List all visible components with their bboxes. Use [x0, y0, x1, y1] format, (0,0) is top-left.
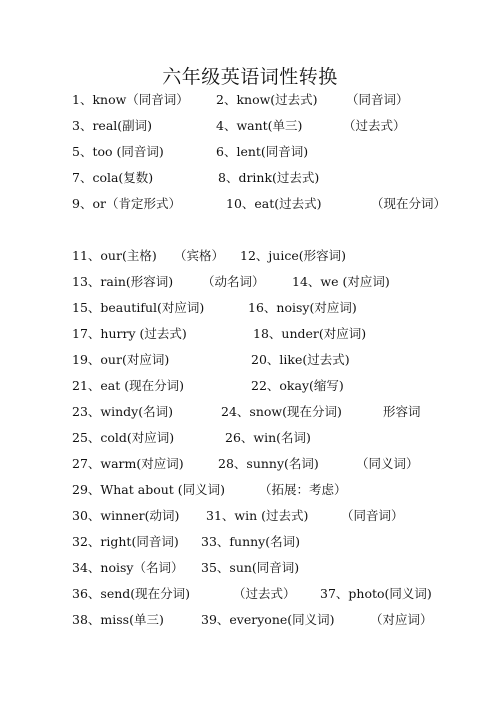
entry-item: 2、know(过去式) — [216, 92, 318, 107]
entry-item: （拓展：考虑） — [259, 482, 347, 497]
entry-item: 30、winner(动词) — [72, 508, 180, 523]
entry-item: 20、like(过去式) — [251, 352, 350, 367]
entry-item: 34、noisy（名词） — [72, 560, 184, 575]
entry-item: 24、snow(现在分词) — [221, 404, 342, 419]
entry-row — [0, 610, 500, 630]
entry-item: （对应词） — [370, 612, 433, 627]
entry-item: 形容词 — [383, 404, 421, 419]
entry-row — [0, 350, 500, 370]
entry-item: （动名词） — [202, 274, 265, 289]
entry-row — [0, 324, 500, 344]
entry-item: 5、too (同音词) — [72, 144, 164, 159]
entry-item: 38、miss(单三) — [72, 612, 164, 627]
entry-row — [0, 558, 500, 578]
entry-item: 11、our(主格) — [72, 248, 157, 263]
entry-item: 14、we (对应词) — [292, 274, 390, 289]
entry-row — [0, 402, 500, 422]
entry-item: 18、under(对应词) — [253, 326, 367, 341]
entry-item: 4、want(单三) — [216, 118, 303, 133]
entry-row — [0, 246, 500, 266]
entry-item: 7、cola(复数) — [72, 170, 154, 185]
entry-item: 22、okay(缩写) — [251, 378, 344, 393]
entry-item: 39、everyone(同义词) — [201, 612, 335, 627]
entry-row — [0, 428, 500, 448]
entry-row — [0, 116, 500, 136]
entry-row — [0, 584, 500, 604]
entry-row — [0, 272, 500, 292]
entry-item: 29、What about (同义词) — [72, 482, 226, 497]
entry-item: 6、lent(同音词) — [216, 144, 309, 159]
entry-item: 9、or（肯定形式） — [72, 196, 181, 211]
entry-item: 27、warm(对应词) — [72, 456, 184, 471]
entry-item: 19、our(对应词) — [72, 352, 170, 367]
entry-item: 13、rain(形容词) — [72, 274, 174, 289]
entry-row — [0, 298, 500, 318]
entry-item: 26、win(名词) — [225, 430, 311, 445]
entry-item: （同音词） — [341, 508, 404, 523]
entry-row — [0, 168, 500, 188]
entry-item: （现在分词） — [371, 196, 447, 211]
entry-row — [0, 194, 500, 214]
entry-item: 17、hurry (过去式) — [72, 326, 187, 341]
entry-item: 8、drink(过去式) — [218, 170, 320, 185]
entry-item: 3、real(副词) — [72, 118, 153, 133]
entry-item: 15、beautiful(对应词) — [72, 300, 205, 315]
entry-item: （同音词） — [346, 92, 409, 107]
entry-item: （同义词） — [356, 456, 419, 471]
entry-row — [0, 142, 500, 162]
entry-row — [0, 532, 500, 552]
entry-item: （宾格） — [174, 248, 225, 263]
entry-item: （过去式） — [343, 118, 406, 133]
entry-item: 28、sunny(名词) — [218, 456, 319, 471]
entry-item: 16、noisy(对应词) — [248, 300, 357, 315]
document-title: 六年级英语词性转换 — [162, 66, 338, 88]
entry-item: （过去式） — [233, 586, 296, 601]
entry-item: 31、win (过去式) — [206, 508, 309, 523]
entry-item: 35、sun(同音词) — [201, 560, 300, 575]
entry-row — [0, 376, 500, 396]
entry-item: 1、know（同音词） — [72, 92, 189, 107]
entry-item: 25、cold(对应词) — [72, 430, 175, 445]
entry-item: 12、juice(形容词) — [240, 248, 346, 263]
entry-row — [0, 506, 500, 526]
entry-item: 36、send(现在分词) — [72, 586, 191, 601]
entry-item: 33、funny(名词) — [201, 534, 300, 549]
entry-item: 37、photo(同义词) — [320, 586, 432, 601]
entry-row — [0, 480, 500, 500]
entry-row — [0, 90, 500, 110]
entry-item: 32、right(同音词) — [72, 534, 179, 549]
entry-row — [0, 454, 500, 474]
entry-item: 10、eat(过去式) — [226, 196, 322, 211]
entry-item: 21、eat (现在分词) — [72, 378, 185, 393]
entry-item: 23、windy(名词) — [72, 404, 173, 419]
